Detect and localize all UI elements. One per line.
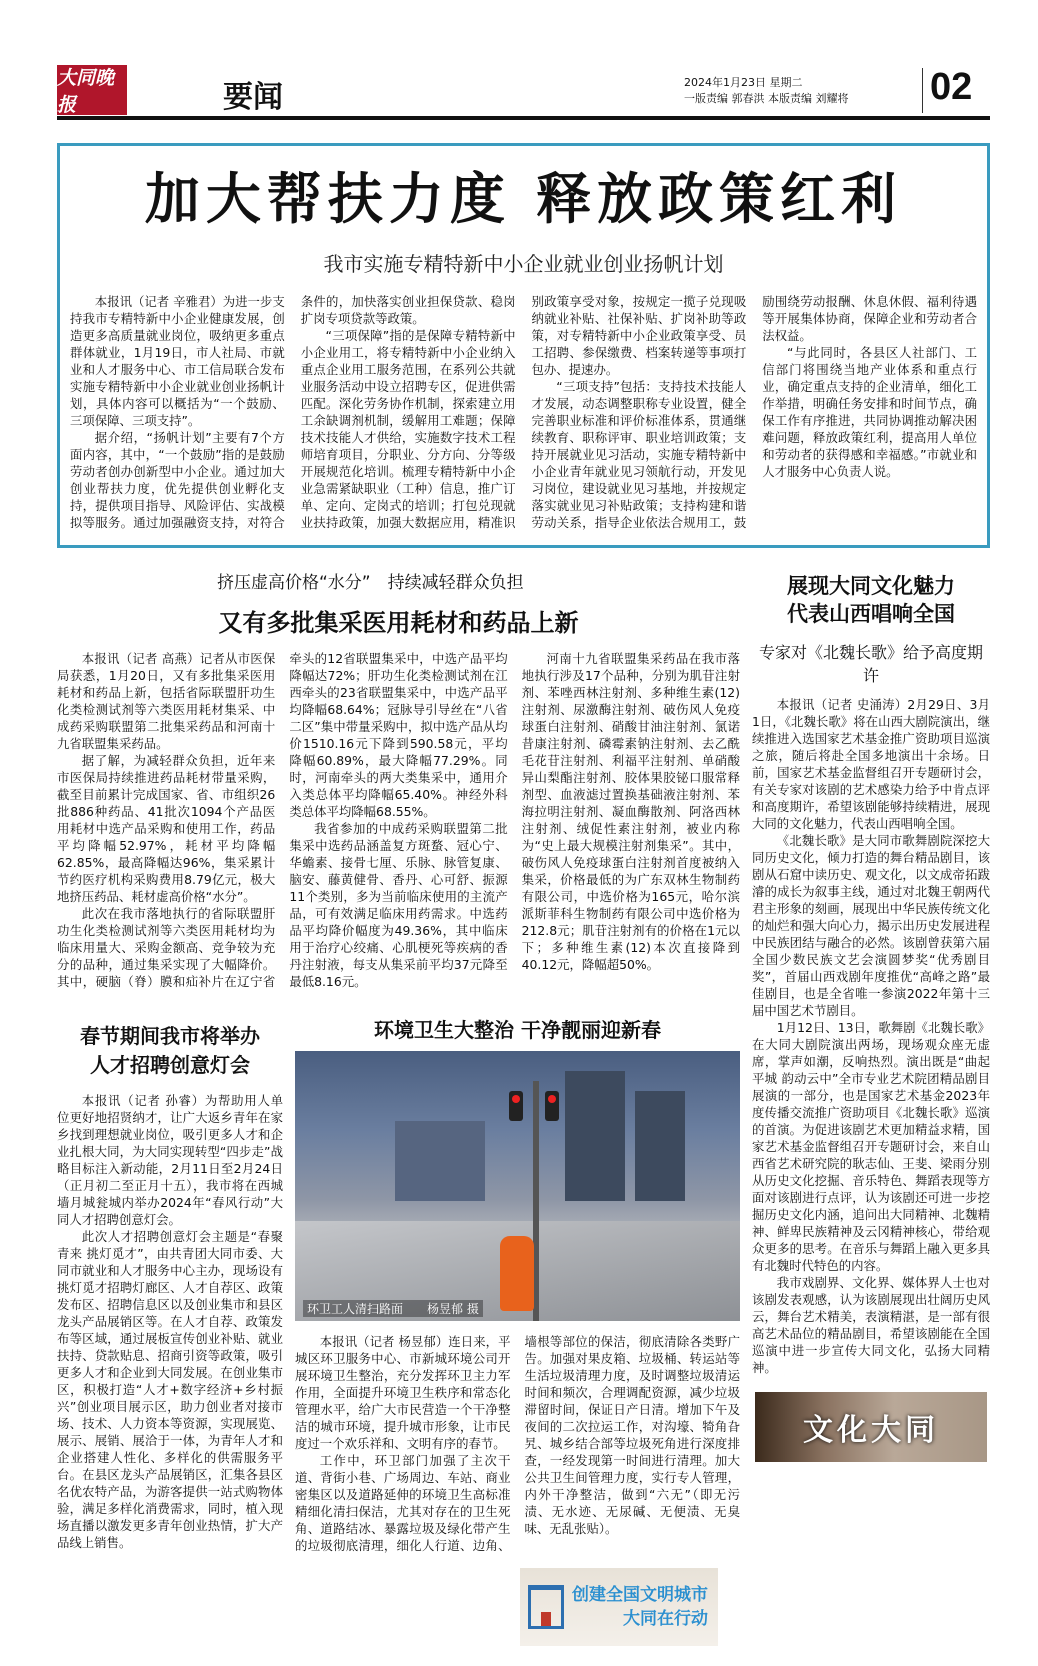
bottom-row <box>57 1014 740 1646</box>
photo-caption <box>303 1300 483 1317</box>
image-text: 文化大同 <box>803 1413 939 1448</box>
lead-article-body <box>70 293 977 531</box>
paragraph: 此次人才招聘创意灯会主题是“春聚青来 挑灯觅才”，由共青团大同市委、大同市就业和人才服务中心主办，现场设有挑灯觅才招聘灯廊区、人才自荐区、政策发布区、招聘信息区以及创业集市和县区龙头产品展销区等。在人才自荐、政策发布等区域，通过展板宣传创业补贴、就业扶持、贷款贴息、招商引资等政策，吸引更多人才和企业到大同发展。在创业集市区，积极打造“人才+数字经济+乡村振兴”创业项目展示区，助力创业者对接市场、技术、人力资本等资源，实现展览、展示、展销、展洽于一体，为青年人才和企业搭建人性化、多样化的供需服务平台。在县区龙头产品展销区，汇集各县区名优农特产品，为游客提供一站式购物体验，满足多样化消费需求，同时，植入现场直播以激发更多青年创业热情，扩大产品线上销售。 <box>57 1229 283 1550</box>
lower-section <box>57 568 990 1646</box>
paragraph: 河南十九省联盟集采药品在我市落地执行涉及17个品种，分别为肌苷注射剂、苯唑西林注射剂、多种维生素(12)注射剂、尿激酶注射剂、破伤风人免疫球蛋白注射剂、硝酸甘油注射剂、氯诺昔康注射剂、磷霉素钠注射剂、去乙酰毛花苷注射剂、利福平注射剂、单硝酸异山梨酯注射剂、胶体果胶铋口服常释剂型、血液滤过置换基础液注射剂、苯海拉明注射剂、凝血酶散剂、阿洛西林注射剂、绒促性素注射剂，被业内称为“史上最大规模注射剂集采”。其中，破伤风人免疫球蛋白注射剂首度被纳入集采，价格最低的为广东双林生物制药有限公司，中选价格为165元，哈尔滨派斯菲科生物制药有限公司中选价格为212.8元；肌苷注射剂有的价格在1元以下；多种维生素(12)本次直接降到40.12元，降幅超50%。 <box>521 651 740 972</box>
street-cleaning-photo <box>295 1051 740 1321</box>
paragraph: “三项保障”指的是保障专精特新中小企业用工，将专精特新中小企业纳入重点企业用工服务范围，在系列公共就业服务活动中设立招聘专区，促进供需匹配。深化劳务协作机制，探索建立用工余缺调剂机制，缓解用工难题；保障技术技能人才供给，实施数字技术工程师培育项目，分职业、分方向、分等级开展规范化培训。梳理专精特新中小企业急需紧缺职业（工种）信息，推广订单、定向、定岗式的培训；打包兑现就业扶持政策，加强大数据应用，精准识别政策享受对象，按规定一揽子兑现吸纳就业补贴、社保补贴、扩岗补助等政策，对专精特新中小企业政策享受、员工招聘、参保缴费、档案转递等事项打包办、提速办。 <box>300 294 747 530</box>
culture-datong-image <box>755 1392 987 1462</box>
environment-article <box>295 1014 740 1646</box>
paragraph: 我省参加的中成药采购联盟第二批集采中选药品涵盖复方斑蝥、冠心宁、华蟾素、接骨七厘、乐脉、脉管复康、脑安、藤黄健骨、香丹、心可舒、振源11个类别，多为当前临床使用的主流产品，可有效满足临床用药需求。中选药品平均降价幅度为49.36%，其中临床用于治疗心绞痛、心肌梗死等疾病的香丹注射液，每支从集采前平均37元降至最低8.16元。 <box>289 821 508 989</box>
caption-text: 环卫工人清扫路面 <box>307 1302 404 1316</box>
paragraph: 1月12日、13日，歌舞剧《北魏长歌》在大同大剧院演出两场，现场观众座无虚席，掌声如潮，反响热烈。演出既是“曲起平城 韵动云中”全市专业艺术院团精品剧目展演的一部分，也是国家艺术基金2023年度传播交流推广资助项目《北魏长歌》巡演的首演。为促进该剧艺术更加精益求精，国家艺术基金监督组召开专题研讨会，来自山西省艺术研究院的耿志仙、王斐、梁雨分别从历史文化挖掘、音乐特色、舞蹈表现等方面对该剧进行点评，认为该剧还可进一步挖掘历史文化内涵，追问出大同精神、北魏精神、鲜卑民族精神及云冈精神核心，带给观众更多的思考。在音乐与舞蹈上融入更多具有北魏时代特色的内容。 <box>752 1020 990 1273</box>
lead-headline: 加大帮扶力度 释放政策红利 <box>144 167 903 231</box>
paragraph: 本报讯（记者 孙睿）为帮助用人单位更好地招贤纳才，让广大返乡青年在家乡找到理想就业岗位，吸引更多人才和企业扎根大同，为大同实现转型“四步走”战略目标注入新动能，2月11日至2月24日（正月初二至正月十五），我市将在西城墙月城瓮城内举办2024年“春风行动”大同人才招聘创意灯会。 <box>57 1093 283 1227</box>
red-light <box>512 1095 520 1103</box>
paragraph: “三项支持”包括：支持技术技能人才发展，动态调整职称专业设置，健全完善职业标准和评价标准体系，贯通继续教育、职称评审、职业培训政策；支持开展就业见习活动，实施专精特新中小企业青年就业见习领航行动，开发见习岗位，建设就业见习基地，并按规定落实就业见习补贴政策；支持构建和谐劳动关系，指导企业依法合规用工，鼓励围绕劳动报酬、休息休假、福利待遇等开展集体协商，保障企业和劳动者合法权益。 <box>531 294 977 530</box>
medical-article-body <box>57 650 740 990</box>
environment-headline: 环境卫生大整治 干净靓丽迎新春 <box>374 1018 661 1042</box>
sanitation-worker <box>500 1236 534 1311</box>
jobs-article <box>57 1014 283 1646</box>
medical-headline: 又有多批集采医用耗材和药品上新 <box>218 609 579 637</box>
culture-headline <box>752 572 990 628</box>
culture-article-body <box>752 696 990 1376</box>
dateline <box>684 75 849 107</box>
city-emblem-icon <box>528 1585 564 1629</box>
divider <box>922 68 923 113</box>
banner-line: 大同在行动 <box>623 1609 708 1629</box>
paragraph: 《北魏长歌》是大同市歌舞剧院深挖大同历史文化，倾力打造的舞台精品剧目，该剧从石窟中读历史、观文化，以文成帝拓跋濬的成长为叙事主线，通过对北魏王朝两代君主形象的刻画，展现出中华民族传统文化的灿烂和强大向心力，揭示出历史发展进程中民族团结与融合的必然。该剧曾获第六届全国少数民族文艺会演圆梦奖“优秀剧目奖”，首届山西戏剧年度推优“高峰之路”最佳剧目，也是全省唯一参演2022年第十三届中国艺术节剧目。 <box>752 833 990 1018</box>
newspaper-logo: 大同晚报 <box>57 65 127 115</box>
paragraph: 此次在我市落地执行的省际联盟肝功生化类检测试剂等六类医用耗材均为临床用量大、采购金额高、竞争较为充分的品种，通过集采实现了大幅降价。其中，硬脑（脊）膜和疝补片在辽宁省牵头的12省联盟集采中，中选产品平均降幅达72%；肝功生化类检测试剂在江西牵头的23省联盟集采中，中选产品平均降幅68.64%；冠脉导引导丝在“八省二区”集中带量采购中，拟中选产品从均价1510.16元下降到590.58元，平均降幅60.89%，最大降幅77.29%。同时，河南牵头的两大类集采中，通用介入类总体平均降幅65.40%。神经外科类总体平均降幅68.55%。 <box>57 651 508 989</box>
building <box>565 1071 625 1201</box>
lead-article-frame <box>57 143 990 548</box>
paragraph: 本报讯（记者 辛雅君）为进一步支持我市专精特新中小企业健康发展，创造更多高质量就业岗位，吸纳更多重点群体就业，1月19日，市人社局、市就业和人才服务中心、市工信局联合发布实施专精特新中小企业就业创业扬帆计划，具体内容可以概括为“一个鼓励、三项保障、三项支持”。 <box>70 294 285 428</box>
paragraph: 本报讯（记者 史涌涛）2月29日、3月1日，《北魏长歌》将在山西大剧院演出，继续推进入选国家艺术基金推广资助项目巡演之旅，随后将赴全国多地演出十余场。日前，国家艺术基金监督组召开专题研讨会，有关专家对该剧的艺术感染力给予中肯点评和高度期许，希望该剧能够持续精进，展现大同的文化魅力，代表山西唱响全国。 <box>752 697 990 831</box>
issue-date: 2024年1月23日 星期二 <box>684 76 803 89</box>
building <box>635 1091 685 1201</box>
medical-kicker: 挤压虚高价格“水分” 持续减轻群众负担 <box>217 573 524 593</box>
jobs-headline <box>57 1022 283 1080</box>
header-rule <box>57 116 990 120</box>
paragraph: 本报讯（记者 高燕）记者从市医保局获悉，1月20日，又有多批集采医用耗材和药品上新，包括省际联盟肝功生化类检测试剂等六类医用耗材集采、中成药采购联盟第二批集采药品和河南十九省联盟集采药品。 <box>57 651 276 751</box>
paragraph: 工作中，环卫部门加强了主次干道、背街小巷、广场周边、车站、商业密集区以及道路延伸的环境卫生高标准精细化清扫保洁，尤其对存在的卫生死角、道路结冰、暴露垃圾及绿化带产生的垃圾彻底清理，细化人行道、边角、墙根等部位的保洁，彻底清除各类野广告。加强对果皮箱、垃圾桶、转运站等生活垃圾清理力度，及时调整垃圾清运时间和频次，合理调配资源，减少垃圾滞留时间，保证日产日清。增加下午及夜间的二次拉运工作，对沟壕、犄角旮旯、城乡结合部等垃圾死角进行深度排查，一经发现第一时间进行清理。加大公共卫生间管理力度，实行专人管理，内外干净整洁，做到“六无”（即无污渍、无水迹、无尿碱、无便渍、无臭味、无乱张贴）。 <box>295 1334 740 1553</box>
jobs-article-body <box>57 1092 283 1551</box>
paragraph: 据介绍，“扬帆计划”主要有7个方面内容，其中，“一个鼓励”指的是鼓励劳动者创办创新型中小企业。通过加大创业帮扶力度，优先提供创业孵化支持，提供项目指导、风险评估、实战模拟等服务。通过加强融资支持，对符合条件的，加快落实创业担保贷款、稳岗扩岗专项贷款等政策。 <box>70 294 516 530</box>
headline-line: 春节期间我市将举办 <box>80 1024 260 1048</box>
section-title: 要闻 <box>223 80 283 115</box>
right-column <box>752 568 990 1646</box>
masthead <box>57 0 990 143</box>
paragraph: 我市戏剧界、文化界、媒体界人士也对该剧发表观感，认为该剧展现出壮阔历史风云，舞台艺术精美，表演精湛，是一部有很高艺术品位的精品剧目，希望该剧能在全国巡演中进一步宣传大同文化，弘扬大同精神。 <box>752 1275 990 1375</box>
paragraph: 据了解，为减轻群众负担，近年来市医保局持续推进药品耗材带量采购，截至目前累计完成国家、省、市组织26批886种药品、41批次1094个产品医用耗材中选产品采购和使用工作，药品平均降幅52.97%，耗材平均降幅62.85%，最高降幅达96%，集采累计节约医疗机构采购费用8.79亿元，极大地挤压药品、耗材虚高价格“水分”。 <box>57 753 276 904</box>
editors: 一版责编 郭春洪 本版责编 刘耀将 <box>684 92 849 105</box>
page-number: 02 <box>930 66 973 108</box>
building <box>395 1121 485 1201</box>
culture-subheadline: 专家对《北魏长歌》给予高度期许 <box>758 643 983 685</box>
banner-line: 创建全国文明城市 <box>572 1585 708 1605</box>
paragraph: “与此同时，各县区人社部门、工信部门将围绕当地产业体系和重点行业，确定重点支持的企业清单，细化工作举措，明确任务安排和时间节点，确保工作有序推进，共同协调推动解决困难问题，释放政策红利，提高用人单位和劳动者的获得感和幸福感。”市就业和人才服务中心负责人说。 <box>762 345 977 479</box>
left-column <box>57 568 740 1646</box>
paragraph: 本报讯（记者 杨昱郁）连日来，平城区环卫服务中心、市新城环境公司开展环境卫生整治，充分发挥环卫主力军作用，全面提升环境卫生秩序和常态化管理水平，给广大市民营造一个干净整洁的城市环境，提升城市形象，让市民度过一个欢乐祥和、文明有序的春节。 <box>295 1334 511 1451</box>
photo-credit: 杨昱郁 摄 <box>427 1302 479 1316</box>
lead-subheadline: 我市实施专精特新中小企业就业创业扬帆计划 <box>323 252 724 276</box>
red-light <box>548 1095 556 1103</box>
headline-line: 展现大同文化魅力 <box>787 574 955 598</box>
environment-article-body <box>295 1333 740 1554</box>
civilized-city-banner <box>520 1568 718 1646</box>
headline-line: 代表山西唱响全国 <box>787 602 955 626</box>
headline-line: 人才招聘创意灯会 <box>90 1053 250 1077</box>
